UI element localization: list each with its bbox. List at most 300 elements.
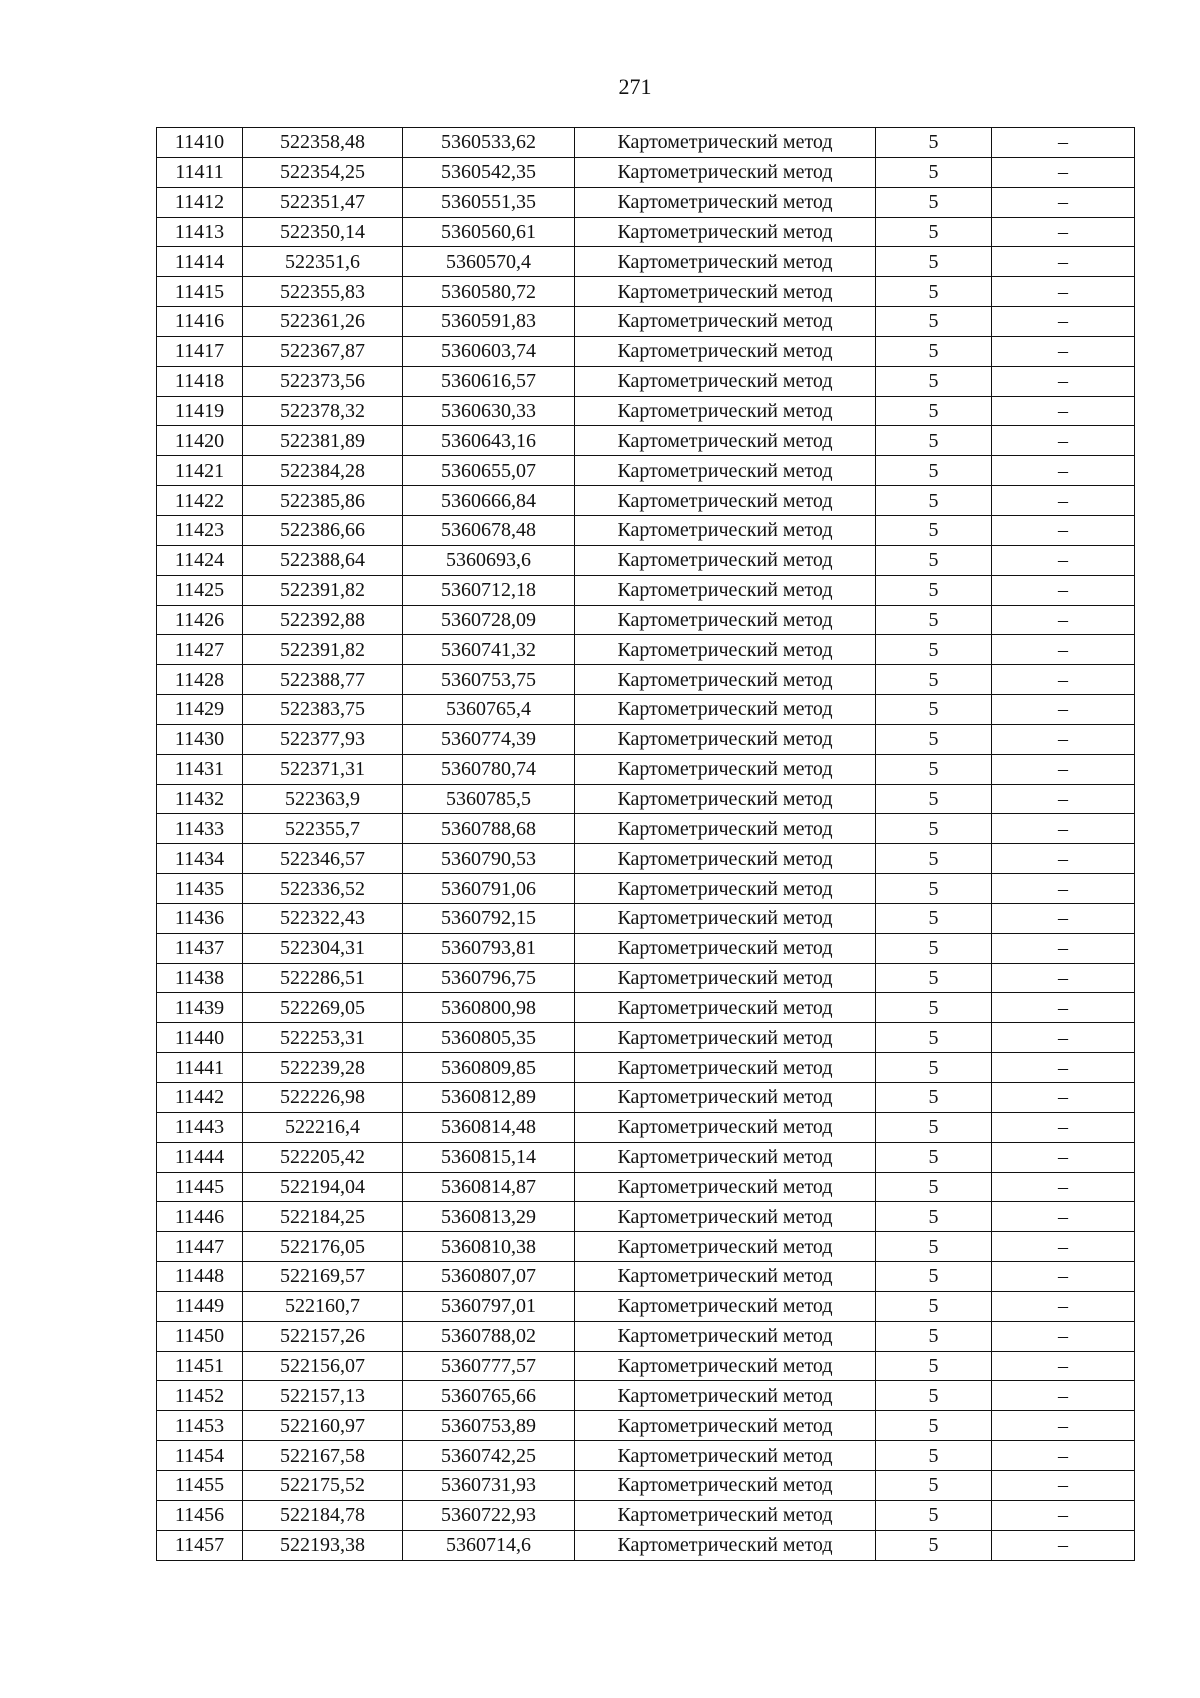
accuracy-cell: 5 bbox=[876, 1232, 992, 1262]
method-cell: Картометрический метод bbox=[575, 1411, 876, 1441]
description-cell: – bbox=[992, 157, 1135, 187]
accuracy-cell: 5 bbox=[876, 366, 992, 396]
y-coordinate-cell: 5360785,5 bbox=[403, 784, 575, 814]
table-row bbox=[157, 1470, 1135, 1500]
x-coordinate-cell: 522381,89 bbox=[243, 426, 403, 456]
point-number-cell: 11413 bbox=[157, 217, 243, 247]
method-cell: Картометрический метод bbox=[575, 1053, 876, 1083]
x-coordinate-cell: 522156,07 bbox=[243, 1351, 403, 1381]
page-number: 271 bbox=[618, 74, 652, 99]
description-cell: – bbox=[992, 1023, 1135, 1053]
description-cell: – bbox=[992, 307, 1135, 337]
accuracy-cell: 5 bbox=[876, 1441, 992, 1471]
method-cell: Картометрический метод bbox=[575, 784, 876, 814]
point-number-cell: 11418 bbox=[157, 366, 243, 396]
x-coordinate-cell: 522351,47 bbox=[243, 187, 403, 217]
description-cell: – bbox=[992, 1112, 1135, 1142]
x-coordinate-cell: 522184,25 bbox=[243, 1202, 403, 1232]
accuracy-cell: 5 bbox=[876, 396, 992, 426]
point-number-cell: 11415 bbox=[157, 277, 243, 307]
method-cell: Картометрический метод bbox=[575, 963, 876, 993]
x-coordinate-cell: 522384,28 bbox=[243, 456, 403, 486]
point-number-cell: 11417 bbox=[157, 336, 243, 366]
method-cell: Картометрический метод bbox=[575, 1262, 876, 1292]
table-row bbox=[157, 456, 1135, 486]
point-number-cell: 11414 bbox=[157, 247, 243, 277]
method-cell: Картометрический метод bbox=[575, 1112, 876, 1142]
y-coordinate-cell: 5360616,57 bbox=[403, 366, 575, 396]
accuracy-cell: 5 bbox=[876, 665, 992, 695]
x-coordinate-cell: 522386,66 bbox=[243, 515, 403, 545]
description-cell: – bbox=[992, 277, 1135, 307]
coordinates-table bbox=[156, 127, 1135, 1561]
y-coordinate-cell: 5360722,93 bbox=[403, 1500, 575, 1530]
point-number-cell: 11441 bbox=[157, 1053, 243, 1083]
point-number-cell: 11424 bbox=[157, 545, 243, 575]
description-cell: – bbox=[992, 963, 1135, 993]
description-cell: – bbox=[992, 515, 1135, 545]
description-cell: – bbox=[992, 1291, 1135, 1321]
description-cell: – bbox=[992, 426, 1135, 456]
description-cell: – bbox=[992, 844, 1135, 874]
x-coordinate-cell: 522358,48 bbox=[243, 128, 403, 158]
method-cell: Картометрический метод bbox=[575, 1291, 876, 1321]
point-number-cell: 11412 bbox=[157, 187, 243, 217]
accuracy-cell: 5 bbox=[876, 1530, 992, 1560]
description-cell: – bbox=[992, 1411, 1135, 1441]
accuracy-cell: 5 bbox=[876, 545, 992, 575]
table-row bbox=[157, 1202, 1135, 1232]
point-number-cell: 11439 bbox=[157, 993, 243, 1023]
point-number-cell: 11440 bbox=[157, 1023, 243, 1053]
table-row bbox=[157, 366, 1135, 396]
description-cell: – bbox=[992, 1321, 1135, 1351]
x-coordinate-cell: 522175,52 bbox=[243, 1470, 403, 1500]
x-coordinate-cell: 522304,31 bbox=[243, 933, 403, 963]
point-number-cell: 11449 bbox=[157, 1291, 243, 1321]
y-coordinate-cell: 5360813,29 bbox=[403, 1202, 575, 1232]
table-row bbox=[157, 1142, 1135, 1172]
method-cell: Картометрический метод bbox=[575, 545, 876, 575]
table-row bbox=[157, 605, 1135, 635]
accuracy-cell: 5 bbox=[876, 277, 992, 307]
description-cell: – bbox=[992, 486, 1135, 516]
y-coordinate-cell: 5360728,09 bbox=[403, 605, 575, 635]
description-cell: – bbox=[992, 187, 1135, 217]
point-number-cell: 11457 bbox=[157, 1530, 243, 1560]
table-row bbox=[157, 635, 1135, 665]
y-coordinate-cell: 5360812,89 bbox=[403, 1083, 575, 1113]
accuracy-cell: 5 bbox=[876, 1291, 992, 1321]
x-coordinate-cell: 522239,28 bbox=[243, 1053, 403, 1083]
method-cell: Картометрический метод bbox=[575, 515, 876, 545]
y-coordinate-cell: 5360774,39 bbox=[403, 724, 575, 754]
y-coordinate-cell: 5360753,89 bbox=[403, 1411, 575, 1441]
y-coordinate-cell: 5360800,98 bbox=[403, 993, 575, 1023]
table-row bbox=[157, 575, 1135, 605]
method-cell: Картометрический метод bbox=[575, 396, 876, 426]
y-coordinate-cell: 5360655,07 bbox=[403, 456, 575, 486]
description-cell: – bbox=[992, 903, 1135, 933]
x-coordinate-cell: 522176,05 bbox=[243, 1232, 403, 1262]
y-coordinate-cell: 5360542,35 bbox=[403, 157, 575, 187]
description-cell: – bbox=[992, 217, 1135, 247]
accuracy-cell: 5 bbox=[876, 486, 992, 516]
x-coordinate-cell: 522361,26 bbox=[243, 307, 403, 337]
point-number-cell: 11416 bbox=[157, 307, 243, 337]
description-cell: – bbox=[992, 545, 1135, 575]
method-cell: Картометрический метод bbox=[575, 933, 876, 963]
y-coordinate-cell: 5360814,87 bbox=[403, 1172, 575, 1202]
table-row bbox=[157, 1441, 1135, 1471]
accuracy-cell: 5 bbox=[876, 1470, 992, 1500]
method-cell: Картометрический метод bbox=[575, 247, 876, 277]
description-cell: – bbox=[992, 575, 1135, 605]
point-number-cell: 11427 bbox=[157, 635, 243, 665]
method-cell: Картометрический метод bbox=[575, 1381, 876, 1411]
accuracy-cell: 5 bbox=[876, 993, 992, 1023]
method-cell: Картометрический метод bbox=[575, 575, 876, 605]
table-row bbox=[157, 665, 1135, 695]
description-cell: – bbox=[992, 1172, 1135, 1202]
description-cell: – bbox=[992, 1083, 1135, 1113]
accuracy-cell: 5 bbox=[876, 1083, 992, 1113]
point-number-cell: 11452 bbox=[157, 1381, 243, 1411]
table-row bbox=[157, 903, 1135, 933]
description-cell: – bbox=[992, 754, 1135, 784]
accuracy-cell: 5 bbox=[876, 963, 992, 993]
table-row bbox=[157, 963, 1135, 993]
accuracy-cell: 5 bbox=[876, 724, 992, 754]
x-coordinate-cell: 522157,13 bbox=[243, 1381, 403, 1411]
point-number-cell: 11451 bbox=[157, 1351, 243, 1381]
x-coordinate-cell: 522391,82 bbox=[243, 635, 403, 665]
x-coordinate-cell: 522322,43 bbox=[243, 903, 403, 933]
x-coordinate-cell: 522194,04 bbox=[243, 1172, 403, 1202]
point-number-cell: 11435 bbox=[157, 874, 243, 904]
point-number-cell: 11438 bbox=[157, 963, 243, 993]
x-coordinate-cell: 522391,82 bbox=[243, 575, 403, 605]
description-cell: – bbox=[992, 724, 1135, 754]
table-row bbox=[157, 426, 1135, 456]
point-number-cell: 11450 bbox=[157, 1321, 243, 1351]
table-row bbox=[157, 1023, 1135, 1053]
point-number-cell: 11437 bbox=[157, 933, 243, 963]
y-coordinate-cell: 5360805,35 bbox=[403, 1023, 575, 1053]
description-cell: – bbox=[992, 1232, 1135, 1262]
y-coordinate-cell: 5360630,33 bbox=[403, 396, 575, 426]
method-cell: Картометрический метод bbox=[575, 665, 876, 695]
y-coordinate-cell: 5360810,38 bbox=[403, 1232, 575, 1262]
point-number-cell: 11426 bbox=[157, 605, 243, 635]
point-number-cell: 11431 bbox=[157, 754, 243, 784]
accuracy-cell: 5 bbox=[876, 247, 992, 277]
table-body bbox=[157, 128, 1135, 1561]
point-number-cell: 11436 bbox=[157, 903, 243, 933]
y-coordinate-cell: 5360780,74 bbox=[403, 754, 575, 784]
y-coordinate-cell: 5360678,48 bbox=[403, 515, 575, 545]
y-coordinate-cell: 5360580,72 bbox=[403, 277, 575, 307]
point-number-cell: 11446 bbox=[157, 1202, 243, 1232]
accuracy-cell: 5 bbox=[876, 336, 992, 366]
method-cell: Картометрический метод bbox=[575, 1351, 876, 1381]
method-cell: Картометрический метод bbox=[575, 1441, 876, 1471]
accuracy-cell: 5 bbox=[876, 814, 992, 844]
point-number-cell: 11456 bbox=[157, 1500, 243, 1530]
table-row bbox=[157, 1321, 1135, 1351]
point-number-cell: 11432 bbox=[157, 784, 243, 814]
accuracy-cell: 5 bbox=[876, 754, 992, 784]
method-cell: Картометрический метод bbox=[575, 1530, 876, 1560]
method-cell: Картометрический метод bbox=[575, 1321, 876, 1351]
method-cell: Картометрический метод bbox=[575, 695, 876, 725]
table-row bbox=[157, 515, 1135, 545]
method-cell: Картометрический метод bbox=[575, 903, 876, 933]
accuracy-cell: 5 bbox=[876, 128, 992, 158]
y-coordinate-cell: 5360712,18 bbox=[403, 575, 575, 605]
point-number-cell: 11419 bbox=[157, 396, 243, 426]
table-row bbox=[157, 814, 1135, 844]
table-row bbox=[157, 784, 1135, 814]
y-coordinate-cell: 5360560,61 bbox=[403, 217, 575, 247]
description-cell: – bbox=[992, 1441, 1135, 1471]
x-coordinate-cell: 522205,42 bbox=[243, 1142, 403, 1172]
accuracy-cell: 5 bbox=[876, 844, 992, 874]
description-cell: – bbox=[992, 1470, 1135, 1500]
table-row bbox=[157, 1411, 1135, 1441]
accuracy-cell: 5 bbox=[876, 1023, 992, 1053]
accuracy-cell: 5 bbox=[876, 1202, 992, 1232]
y-coordinate-cell: 5360807,07 bbox=[403, 1262, 575, 1292]
table-row bbox=[157, 1262, 1135, 1292]
x-coordinate-cell: 522354,25 bbox=[243, 157, 403, 187]
accuracy-cell: 5 bbox=[876, 217, 992, 247]
table-row bbox=[157, 1112, 1135, 1142]
x-coordinate-cell: 522216,4 bbox=[243, 1112, 403, 1142]
y-coordinate-cell: 5360603,74 bbox=[403, 336, 575, 366]
method-cell: Картометрический метод bbox=[575, 157, 876, 187]
table-row bbox=[157, 933, 1135, 963]
table-row bbox=[157, 486, 1135, 516]
table-row bbox=[157, 1351, 1135, 1381]
point-number-cell: 11444 bbox=[157, 1142, 243, 1172]
accuracy-cell: 5 bbox=[876, 1262, 992, 1292]
table-row bbox=[157, 1500, 1135, 1530]
description-cell: – bbox=[992, 993, 1135, 1023]
method-cell: Картометрический метод bbox=[575, 754, 876, 784]
description-cell: – bbox=[992, 1530, 1135, 1560]
method-cell: Картометрический метод bbox=[575, 1470, 876, 1500]
description-cell: – bbox=[992, 247, 1135, 277]
point-number-cell: 11411 bbox=[157, 157, 243, 187]
x-coordinate-cell: 522167,58 bbox=[243, 1441, 403, 1471]
method-cell: Картометрический метод bbox=[575, 724, 876, 754]
x-coordinate-cell: 522355,7 bbox=[243, 814, 403, 844]
accuracy-cell: 5 bbox=[876, 426, 992, 456]
method-cell: Картометрический метод bbox=[575, 277, 876, 307]
x-coordinate-cell: 522388,77 bbox=[243, 665, 403, 695]
x-coordinate-cell: 522377,93 bbox=[243, 724, 403, 754]
method-cell: Картометрический метод bbox=[575, 1232, 876, 1262]
accuracy-cell: 5 bbox=[876, 1411, 992, 1441]
method-cell: Картометрический метод bbox=[575, 635, 876, 665]
accuracy-cell: 5 bbox=[876, 903, 992, 933]
description-cell: – bbox=[992, 1381, 1135, 1411]
description-cell: – bbox=[992, 1053, 1135, 1083]
method-cell: Картометрический метод bbox=[575, 426, 876, 456]
x-coordinate-cell: 522351,6 bbox=[243, 247, 403, 277]
x-coordinate-cell: 522157,26 bbox=[243, 1321, 403, 1351]
table-row bbox=[157, 247, 1135, 277]
point-number-cell: 11423 bbox=[157, 515, 243, 545]
method-cell: Картометрический метод bbox=[575, 366, 876, 396]
table-row bbox=[157, 874, 1135, 904]
x-coordinate-cell: 522355,83 bbox=[243, 277, 403, 307]
y-coordinate-cell: 5360666,84 bbox=[403, 486, 575, 516]
point-number-cell: 11434 bbox=[157, 844, 243, 874]
accuracy-cell: 5 bbox=[876, 1321, 992, 1351]
method-cell: Картометрический метод bbox=[575, 307, 876, 337]
description-cell: – bbox=[992, 933, 1135, 963]
table-row bbox=[157, 1172, 1135, 1202]
accuracy-cell: 5 bbox=[876, 1112, 992, 1142]
description-cell: – bbox=[992, 665, 1135, 695]
x-coordinate-cell: 522392,88 bbox=[243, 605, 403, 635]
y-coordinate-cell: 5360777,57 bbox=[403, 1351, 575, 1381]
y-coordinate-cell: 5360570,4 bbox=[403, 247, 575, 277]
y-coordinate-cell: 5360815,14 bbox=[403, 1142, 575, 1172]
y-coordinate-cell: 5360796,75 bbox=[403, 963, 575, 993]
description-cell: – bbox=[992, 695, 1135, 725]
point-number-cell: 11420 bbox=[157, 426, 243, 456]
y-coordinate-cell: 5360551,35 bbox=[403, 187, 575, 217]
y-coordinate-cell: 5360591,83 bbox=[403, 307, 575, 337]
method-cell: Картометрический метод bbox=[575, 187, 876, 217]
accuracy-cell: 5 bbox=[876, 874, 992, 904]
point-number-cell: 11448 bbox=[157, 1262, 243, 1292]
description-cell: – bbox=[992, 784, 1135, 814]
x-coordinate-cell: 522350,14 bbox=[243, 217, 403, 247]
method-cell: Картометрический метод bbox=[575, 1023, 876, 1053]
method-cell: Картометрический метод bbox=[575, 844, 876, 874]
table-row bbox=[157, 1232, 1135, 1262]
table-row bbox=[157, 187, 1135, 217]
table-row bbox=[157, 277, 1135, 307]
table-row bbox=[157, 1530, 1135, 1560]
table-row bbox=[157, 545, 1135, 575]
accuracy-cell: 5 bbox=[876, 784, 992, 814]
y-coordinate-cell: 5360693,6 bbox=[403, 545, 575, 575]
y-coordinate-cell: 5360792,15 bbox=[403, 903, 575, 933]
method-cell: Картометрический метод bbox=[575, 605, 876, 635]
table-row bbox=[157, 695, 1135, 725]
point-number-cell: 11443 bbox=[157, 1112, 243, 1142]
x-coordinate-cell: 522388,64 bbox=[243, 545, 403, 575]
method-cell: Картометрический метод bbox=[575, 1500, 876, 1530]
table-row bbox=[157, 1083, 1135, 1113]
x-coordinate-cell: 522378,32 bbox=[243, 396, 403, 426]
accuracy-cell: 5 bbox=[876, 1381, 992, 1411]
table-row bbox=[157, 396, 1135, 426]
accuracy-cell: 5 bbox=[876, 695, 992, 725]
description-cell: – bbox=[992, 605, 1135, 635]
x-coordinate-cell: 522160,97 bbox=[243, 1411, 403, 1441]
description-cell: – bbox=[992, 1262, 1135, 1292]
method-cell: Картометрический метод bbox=[575, 1083, 876, 1113]
x-coordinate-cell: 522373,56 bbox=[243, 366, 403, 396]
point-number-cell: 11422 bbox=[157, 486, 243, 516]
y-coordinate-cell: 5360814,48 bbox=[403, 1112, 575, 1142]
accuracy-cell: 5 bbox=[876, 1500, 992, 1530]
x-coordinate-cell: 522336,52 bbox=[243, 874, 403, 904]
y-coordinate-cell: 5360643,16 bbox=[403, 426, 575, 456]
y-coordinate-cell: 5360790,53 bbox=[403, 844, 575, 874]
y-coordinate-cell: 5360788,68 bbox=[403, 814, 575, 844]
description-cell: – bbox=[992, 336, 1135, 366]
accuracy-cell: 5 bbox=[876, 1142, 992, 1172]
point-number-cell: 11430 bbox=[157, 724, 243, 754]
accuracy-cell: 5 bbox=[876, 605, 992, 635]
description-cell: – bbox=[992, 1500, 1135, 1530]
x-coordinate-cell: 522160,7 bbox=[243, 1291, 403, 1321]
x-coordinate-cell: 522371,31 bbox=[243, 754, 403, 784]
y-coordinate-cell: 5360714,6 bbox=[403, 1530, 575, 1560]
x-coordinate-cell: 522363,9 bbox=[243, 784, 403, 814]
x-coordinate-cell: 522346,57 bbox=[243, 844, 403, 874]
accuracy-cell: 5 bbox=[876, 1053, 992, 1083]
table-row bbox=[157, 336, 1135, 366]
description-cell: – bbox=[992, 128, 1135, 158]
accuracy-cell: 5 bbox=[876, 157, 992, 187]
y-coordinate-cell: 5360742,25 bbox=[403, 1441, 575, 1471]
accuracy-cell: 5 bbox=[876, 456, 992, 486]
method-cell: Картометрический метод bbox=[575, 128, 876, 158]
accuracy-cell: 5 bbox=[876, 1172, 992, 1202]
description-cell: – bbox=[992, 366, 1135, 396]
description-cell: – bbox=[992, 814, 1135, 844]
y-coordinate-cell: 5360741,32 bbox=[403, 635, 575, 665]
table-row bbox=[157, 754, 1135, 784]
y-coordinate-cell: 5360788,02 bbox=[403, 1321, 575, 1351]
point-number-cell: 11410 bbox=[157, 128, 243, 158]
accuracy-cell: 5 bbox=[876, 1351, 992, 1381]
x-coordinate-cell: 522253,31 bbox=[243, 1023, 403, 1053]
description-cell: – bbox=[992, 1351, 1135, 1381]
table-row bbox=[157, 157, 1135, 187]
method-cell: Картометрический метод bbox=[575, 217, 876, 247]
description-cell: – bbox=[992, 1202, 1135, 1232]
x-coordinate-cell: 522169,57 bbox=[243, 1262, 403, 1292]
method-cell: Картометрический метод bbox=[575, 874, 876, 904]
x-coordinate-cell: 522269,05 bbox=[243, 993, 403, 1023]
accuracy-cell: 5 bbox=[876, 575, 992, 605]
table-row bbox=[157, 1053, 1135, 1083]
accuracy-cell: 5 bbox=[876, 307, 992, 337]
accuracy-cell: 5 bbox=[876, 515, 992, 545]
method-cell: Картометрический метод bbox=[575, 1172, 876, 1202]
method-cell: Картометрический метод bbox=[575, 486, 876, 516]
table-row bbox=[157, 724, 1135, 754]
point-number-cell: 11425 bbox=[157, 575, 243, 605]
method-cell: Картометрический метод bbox=[575, 456, 876, 486]
x-coordinate-cell: 522383,75 bbox=[243, 695, 403, 725]
y-coordinate-cell: 5360809,85 bbox=[403, 1053, 575, 1083]
y-coordinate-cell: 5360793,81 bbox=[403, 933, 575, 963]
y-coordinate-cell: 5360731,93 bbox=[403, 1470, 575, 1500]
description-cell: – bbox=[992, 874, 1135, 904]
table-row bbox=[157, 128, 1135, 158]
point-number-cell: 11442 bbox=[157, 1083, 243, 1113]
